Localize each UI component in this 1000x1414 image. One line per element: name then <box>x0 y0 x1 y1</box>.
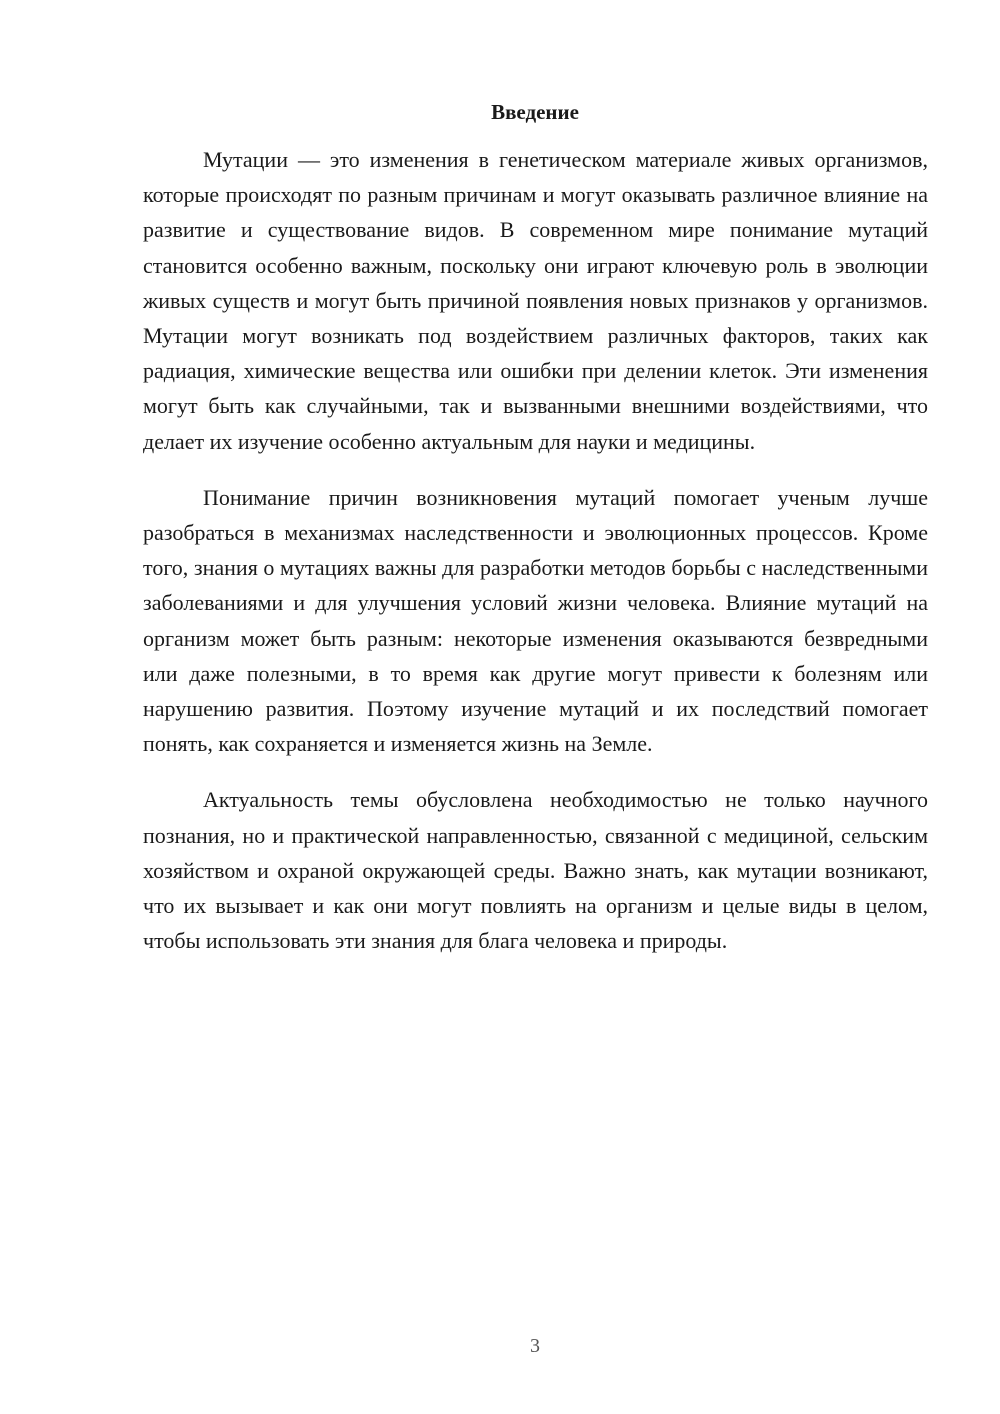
paragraph-1: Мутации — это изменения в генетическом материале живых организмов, которые происходят по разным причинам и могут оказывать различное влияние на развитие и существование видов. В современном мире понимание мутаций становится особенно важным, поскольку они играют ключевую роль в эволюции живых существ и могут быть причиной появления новых признаков у организмов. Мутации могут возникать под воздействием различных факторов, таких как радиация, химические вещества или ошибки при делении клеток. Эти изменения могут быть как случайными, так и вызванными внешними воздействиями, что делает их изучение особенно актуальным для науки и медицины. <box>143 147 928 454</box>
paragraph-3: Актуальность темы обусловлена необходимостью не только научного познания, но и практической направленностью, связанной с медициной, сельским хозяйством и охраной окружающей среды. Важно знать, как мутации возникают, что их вызывает и как они могут повлиять на организм и целые виды в целом, чтобы использовать эти знания для блага человека и природы. <box>143 787 928 954</box>
section-title: Введение <box>491 100 579 124</box>
body-text <box>143 142 928 958</box>
paragraph-2: Понимание причин возникновения мутаций помогает ученым лучше разобраться в механизмах наследственности и эволюционных процессов. Кроме того, знания о мутациях важны для разработки методов борьбы с наследственными заболеваниями и для улучшения условий жизни человека. Влияние мутаций на организм может быть разным: некоторые изменения оказываются безвредными или даже полезными, в то время как другие могут привести к болезням или нарушению развития. Поэтому изучение мутаций и их последствий помогает понять, как сохраняется и изменяется жизнь на Земле. <box>143 484 928 757</box>
page-number: 3 <box>530 1335 540 1357</box>
